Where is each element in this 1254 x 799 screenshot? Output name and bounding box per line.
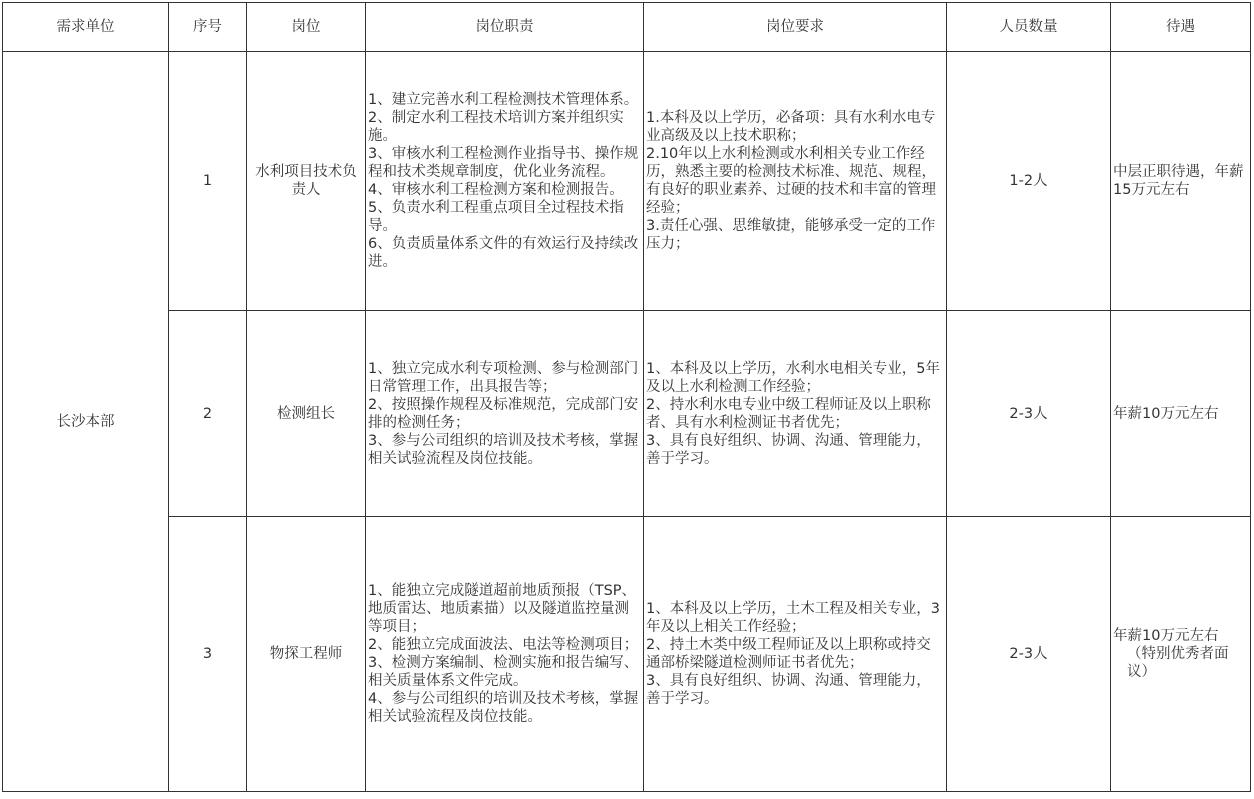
duty-line: 1、独立完成水利专项检测、参与检测部门日常管理工作，出具报告等； xyxy=(368,360,639,395)
duty-line: 6、负责质量体系文件的有效运行及持续改进。 xyxy=(368,236,639,270)
unit-cell: 长沙本部 xyxy=(3,52,169,792)
requirements-cell xyxy=(644,52,947,311)
requirement-line: 1.本科及以上学历，必备项：具有水利水电专业高级及以上技术职称； xyxy=(646,110,936,144)
table-row xyxy=(3,311,1251,517)
duty-line: 1、能独立完成隧道超前地质预报（TSP、地质雷达、地质素描）以及隧道监控量测等项目； xyxy=(368,583,637,635)
duties-cell xyxy=(366,52,644,311)
no-cell: 1 xyxy=(169,52,247,311)
requirement-line: 2.10年以上水利检测或水利相关专业工作经历，熟悉主要的检测技术标准、规范、规程，有良好的职业素养、过硬的技术和丰富的管理经验； xyxy=(646,146,936,216)
duty-line: 5、负责水利工程重点项目全过程技术指导。 xyxy=(368,200,624,234)
requirements-cell xyxy=(644,311,947,517)
duties-cell xyxy=(366,311,644,517)
duty-line: 4、参与公司组织的培训及技术考核，掌握相关试验流程及岗位技能。 xyxy=(368,691,639,725)
count-cell: 1-2人 xyxy=(947,52,1111,311)
recruitment-table xyxy=(2,2,1251,792)
duty-line: 2、按照操作规程及标准规范，完成部门安排的检测任务； xyxy=(368,396,639,431)
duty-line: 4、审核水利工程检测方案和检测报告。 xyxy=(368,182,624,198)
duty-line: 2、制定水利工程技术培训方案并组织实施。 xyxy=(368,110,624,144)
header-duties: 岗位职责 xyxy=(366,3,644,52)
position-cell: 检测组长 xyxy=(247,311,366,517)
header-no: 序号 xyxy=(169,3,247,52)
treatment-line: （特别优秀者面议） xyxy=(1127,646,1229,680)
requirement-line: 3.责任心强、思维敏捷，能够承受一定的工作压力； xyxy=(646,218,936,252)
duty-line: 3、检测方案编制、检测实施和报告编写、相关质量体系文件完成。 xyxy=(368,655,639,689)
duty-line: 1、建立完善水利工程检测技术管理体系。 xyxy=(368,92,639,108)
requirement-line: 1、本科及以上学历，水利水电相关专业，5年及以上水利检测工作经验； xyxy=(646,360,940,395)
requirement-line: 3、具有良好组织、协调、沟通、管理能力，善于学习。 xyxy=(646,673,931,707)
duty-line: 3、审核水利工程检测作业指导书、操作规程和技术类规章制度，优化业务流程。 xyxy=(368,146,639,180)
position-cell: 物探工程师 xyxy=(247,517,366,792)
table-row xyxy=(3,52,1251,311)
header-row xyxy=(3,3,1251,52)
no-cell: 3 xyxy=(169,517,247,792)
treatment-cell xyxy=(1111,311,1251,517)
requirement-line: 2、持土木类中级工程师证及以上职称或持交通部桥梁隧道检测师证书者优先； xyxy=(646,637,931,671)
treatment-cell xyxy=(1111,517,1251,792)
requirement-line: 3、具有良好组织、协调、沟通、管理能力，善于学习。 xyxy=(646,432,931,467)
duties-cell xyxy=(366,517,644,792)
treatment-line: 年薪10万元左右 xyxy=(1113,628,1219,644)
requirement-line: 2、持水利水电专业中级工程师证及以上职称者、具有水利检测证书者优先； xyxy=(646,396,931,431)
requirements-cell xyxy=(644,517,947,792)
header-count: 人员数量 xyxy=(947,3,1111,52)
requirement-line: 1、本科及以上学历，土木工程及相关专业，3年及以上相关工作经验； xyxy=(646,601,940,635)
table-row xyxy=(3,517,1251,792)
header-position: 岗位 xyxy=(247,3,366,52)
count-cell: 2-3人 xyxy=(947,311,1111,517)
duty-line: 2、能独立完成面波法、电法等检测项目； xyxy=(368,637,639,653)
duty-line: 3、参与公司组织的培训及技术考核，掌握相关试验流程及岗位技能。 xyxy=(368,432,639,467)
count-cell: 2-3人 xyxy=(947,517,1111,792)
treatment-cell xyxy=(1111,52,1251,311)
treatment-line: 年薪10万元左右 xyxy=(1113,405,1219,422)
header-requirements: 岗位要求 xyxy=(644,3,947,52)
treatment-line: 中层正职待遇，年薪15万元左右 xyxy=(1113,164,1244,198)
position-cell: 水利项目技术负责人 xyxy=(247,52,366,311)
no-cell: 2 xyxy=(169,311,247,517)
header-treatment: 待遇 xyxy=(1111,3,1251,52)
header-unit: 需求单位 xyxy=(3,3,169,52)
